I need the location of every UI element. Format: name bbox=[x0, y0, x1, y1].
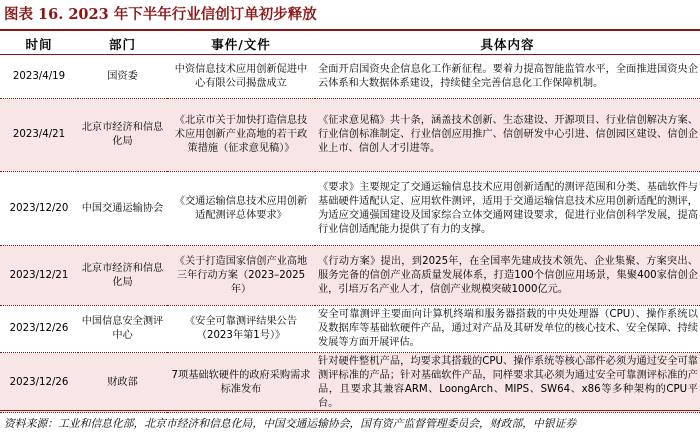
cell-department: 北京市经济和信息化局 bbox=[78, 246, 167, 306]
cell-details: 针对硬件整机产品，均要求其搭载的CPU、操作系统等核心部件必须为通过安全可靠测评标准的产品；针对基础软件产品，同样要求其必须为通过安全可靠测评标准的产品，且要求其兼容ARM、LoongArch、MIPS、SW64、x86等多种架构的CPU平台。 bbox=[315, 353, 700, 413]
cell-department: 财政部 bbox=[78, 353, 167, 413]
cell-event-document: 《关于打造国家信创产业高地三年行动方案（2023–2025年） bbox=[167, 246, 315, 306]
cell-time: 2023/12/21 bbox=[0, 246, 78, 306]
header-event-document: 事件/文件 bbox=[167, 33, 315, 55]
cell-details: 安全可靠测评主要面向计算机终端和服务器搭载的中央处理器（CPU）、操作系统以及数据库等基础软硬件产品，通过对产品及其研发单位的核心技术、安全保障、持续发展等方面开展评估。 bbox=[315, 306, 700, 353]
cell-details: 《要求》主要规定了交通运输信息技术应用创新适配的测评范围和分类、基础软件与基础硬件适配认定、应用软件测评，适用于交通运输信息技术应用创新适配的测评，为适应交通强国建设及国家综合立体交通网建设要求，促进行业信创科学发展，提高行业信创适配能力提供了有力的支撑。 bbox=[315, 172, 700, 246]
header-details: 具体内容 bbox=[315, 33, 700, 55]
table-row bbox=[0, 246, 700, 306]
cell-details: 全面开启国资央企信息化工作新征程。要着力提高智能监管水平，全面推进国资央企云体系和大数据体系建设，持续健全完善信息化工作保障机制。 bbox=[315, 55, 700, 99]
cell-department: 国资委 bbox=[78, 55, 167, 99]
cell-time: 2023/4/19 bbox=[0, 55, 78, 99]
cell-event-document: 《北京市关于加快打造信息技术应用创新产业高地的若干政策措施（征求意见稿）》 bbox=[167, 99, 315, 172]
cell-details: 《征求意见稿》共十条，涵盖技术创新、生态建设、开源项目、行业信创解决方案、行业信创标准制定、行业信创应用推广、信创研发中心引进、信创园区建设、信创企业上市、信创人才引进等。 bbox=[315, 99, 700, 172]
table-header-row bbox=[0, 33, 700, 55]
cell-event-document: 《交通运输信息技术应用创新适配测评总体要求》 bbox=[167, 172, 315, 246]
policy-events-table bbox=[0, 33, 700, 413]
header-department: 部门 bbox=[78, 33, 167, 55]
table-row bbox=[0, 353, 700, 413]
cell-time: 2023/12/26 bbox=[0, 353, 78, 413]
title-divider bbox=[0, 29, 700, 31]
cell-time: 2023/12/26 bbox=[0, 306, 78, 353]
cell-details: 《行动方案》提出，到2025年，在全国率先建成技术领先、企业集聚、方案突出、服务完备的信创产业高质量发展体系，打造100个信创应用场景，集聚400家信创企业，引培万名产业人才，信创产业规模突破1000亿元。 bbox=[315, 246, 700, 306]
table-row bbox=[0, 172, 700, 246]
cell-department: 北京市经济和信息化局 bbox=[78, 99, 167, 172]
table-row bbox=[0, 55, 700, 99]
header-time: 时间 bbox=[0, 33, 78, 55]
table-row bbox=[0, 306, 700, 353]
table-row bbox=[0, 99, 700, 172]
cell-time: 2023/12/20 bbox=[0, 172, 78, 246]
figure-title: 图表 16. 2023 年下半年行业信创订单初步释放 bbox=[4, 6, 317, 23]
source-note: 资料来源：工业和信息化部，北京市经济和信息化局，中国交通运输协会，国有资产监督管理委员会，财政部，中银证券 bbox=[4, 417, 577, 430]
cell-event-document: 7项基础软硬件的政府采购需求标准发布 bbox=[167, 353, 315, 413]
source-divider bbox=[0, 410, 700, 411]
cell-time: 2023/4/21 bbox=[0, 99, 78, 172]
cell-department: 中国信息安全测评中心 bbox=[78, 306, 167, 353]
cell-event-document: 中资信息技术应用创新促进中心有限公司揭盘成立 bbox=[167, 55, 315, 99]
cell-event-document: 《安全可靠测评结果公告（2023年第1号）》 bbox=[167, 306, 315, 353]
cell-department: 中国交通运输协会 bbox=[78, 172, 167, 246]
